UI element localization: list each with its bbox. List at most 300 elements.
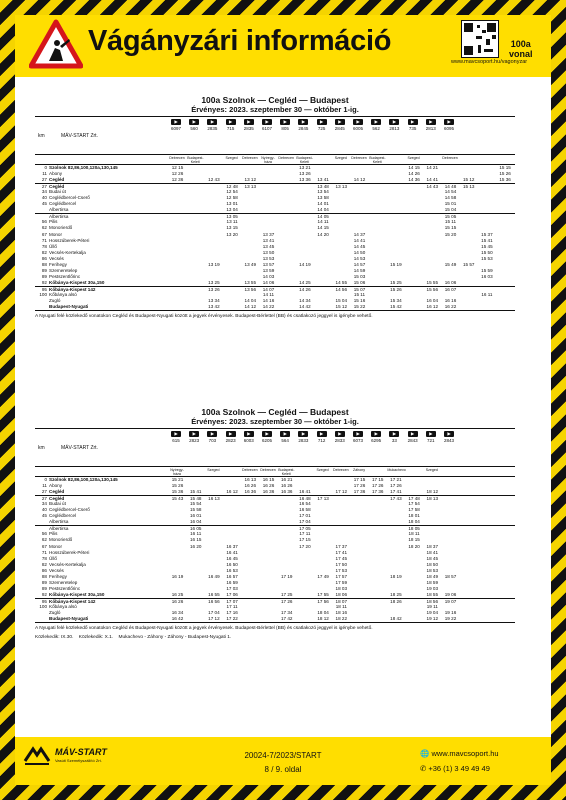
station-name: Kőbánya alsó xyxy=(49,291,77,297)
departure-time: 13 48 xyxy=(317,184,329,190)
train-origin: Debrecen xyxy=(333,468,349,472)
departure-time: 16 25 xyxy=(171,591,184,597)
train-number: 735 xyxy=(408,126,417,131)
departure-time: 18 20 xyxy=(408,543,420,549)
train-number: 712 xyxy=(317,438,326,443)
departure-time: 18 03 xyxy=(335,585,348,591)
train-type-icon: ▶ xyxy=(444,431,454,437)
station-km: 71 xyxy=(41,549,47,555)
train-origin: Budapest-Keleti xyxy=(278,468,295,476)
train-number: 560 xyxy=(190,126,198,131)
website-link[interactable]: 🌐 www.mavcsoport.hu xyxy=(420,749,499,758)
train-column xyxy=(242,431,256,443)
train-number: 2835 xyxy=(207,126,218,131)
station-row xyxy=(35,616,515,622)
departure-time: 16 36 xyxy=(280,489,293,495)
departure-time: 12 36 xyxy=(171,177,184,183)
departure-time: 15 21 xyxy=(171,477,184,482)
departure-time: 15 12 xyxy=(335,304,348,310)
timetable-validity: Érvényes: 2023. szeptember 30 — október 1-ig. xyxy=(191,105,359,114)
departure-time: 14 26 xyxy=(299,286,311,292)
train-type-icon: ▶ xyxy=(444,119,454,125)
departure-time: 16 26 xyxy=(244,483,257,489)
departure-time: 13 56 xyxy=(244,286,257,292)
departure-time: 18 56 xyxy=(426,598,439,604)
train-column xyxy=(369,431,383,443)
departure-time: 14 36 xyxy=(408,177,420,183)
qr-url: www.mavcsoport.hu/vagonyzar xyxy=(451,59,528,65)
train-column xyxy=(315,119,329,131)
train-origin: Debrecen xyxy=(242,468,258,472)
departure-time: 14 34 xyxy=(299,298,311,304)
departure-time: 16 45 xyxy=(226,555,238,561)
train-origin: Szeged xyxy=(407,156,420,160)
station-name: Abony xyxy=(49,171,63,177)
departure-time: 17 04 xyxy=(208,610,220,616)
train-number: 2845 xyxy=(334,126,345,131)
departure-time: 16 21 xyxy=(280,477,293,482)
departure-time: 14 16 xyxy=(262,298,275,304)
departure-time: 17 19 xyxy=(280,573,293,579)
train-number: 721 xyxy=(427,438,435,443)
departure-time: 13 37 xyxy=(262,231,275,237)
departure-time: 12 54 xyxy=(226,189,238,195)
train-column xyxy=(187,431,201,443)
departure-time: 18 59 xyxy=(426,579,439,585)
departure-time: 16 41 xyxy=(299,489,311,495)
timetable-title: 100a Szolnok — Cegléd — Budapest xyxy=(201,95,349,105)
departure-time: 13 12 xyxy=(244,177,257,183)
departure-time: 18 06 xyxy=(335,591,348,597)
timetable-note xyxy=(35,634,515,641)
station-name: Ferihegy xyxy=(49,261,67,267)
train-number: 2823 xyxy=(189,438,200,443)
operator-label: MÁV-START Zrt. xyxy=(61,445,98,451)
departure-time: 16 49 xyxy=(208,573,220,579)
departure-time: 14 54 xyxy=(444,189,457,195)
departure-time: 13 01 xyxy=(226,201,238,207)
departure-time: 14 12 xyxy=(353,177,366,183)
departure-time: 15 04 xyxy=(335,298,348,304)
train-column xyxy=(205,119,219,131)
departure-time: 13 41 xyxy=(317,177,329,183)
departure-time: 15 36 xyxy=(171,489,184,495)
departure-time: 17 36 xyxy=(353,489,366,495)
train-type-icon: ▶ xyxy=(262,431,272,437)
station-name: Budapest-Nyugati xyxy=(49,616,89,622)
timetable-2 xyxy=(35,407,515,641)
departure-time: 13 57 xyxy=(262,261,275,267)
timetable-body xyxy=(35,477,515,622)
departure-time: 17 04 xyxy=(299,519,311,525)
departure-time: 17 01 xyxy=(299,513,311,519)
departure-time: 15 26 xyxy=(499,171,511,177)
train-column xyxy=(260,431,274,443)
station-name: Monorierdő xyxy=(49,537,73,543)
departure-time: 17 45 xyxy=(335,555,348,561)
departure-time: 15 48 xyxy=(189,496,202,502)
departure-time: 16 04 xyxy=(189,519,202,525)
timetable-1 xyxy=(35,95,515,320)
departure-time: 18 42 xyxy=(390,616,402,622)
train-type-icon: ▶ xyxy=(189,431,199,437)
train-type-icon: ▶ xyxy=(171,119,181,125)
departure-time: 18 04 xyxy=(317,610,329,616)
departure-time: 17 11 xyxy=(226,603,238,609)
departure-time: 18 57 xyxy=(444,573,457,579)
departure-time: 12 58 xyxy=(226,195,238,201)
departure-time: 15 25 xyxy=(390,279,402,285)
train-type-icon: ▶ xyxy=(317,119,327,125)
station-name: Szolnok 82,86,100,120a,130,145 xyxy=(49,165,118,170)
train-number: 2845 xyxy=(298,126,309,131)
departure-time: 16 57 xyxy=(226,573,238,579)
station-name: Szolnok 82,86,100,120a,130,145 xyxy=(49,477,118,482)
departure-time: 18 19 xyxy=(390,573,402,579)
station-name: Vecsés xyxy=(49,567,64,573)
departure-time: 15 49 xyxy=(444,261,457,267)
departure-time: 14 25 xyxy=(299,279,311,285)
departure-time: 17 34 xyxy=(280,610,293,616)
train-number: 6073 xyxy=(352,438,363,443)
train-number: 33 xyxy=(391,438,397,443)
departure-time: 16 42 xyxy=(171,616,184,622)
train-type-icon: ▶ xyxy=(226,119,236,125)
station-km: 40 xyxy=(41,195,47,201)
train-column xyxy=(387,119,401,131)
departure-time: 15 34 xyxy=(390,298,402,304)
train-origin: Budapest-Keleti xyxy=(187,156,204,164)
departure-time: 17 37 xyxy=(335,543,348,549)
train-type-icon: ▶ xyxy=(226,431,236,437)
train-number: 6005 xyxy=(352,126,363,131)
train-origin: Debrecen xyxy=(260,468,276,472)
departure-time: 19 07 xyxy=(444,598,457,604)
departure-time: 14 59 xyxy=(353,267,366,273)
train-origin: Debrecen xyxy=(242,156,258,160)
train-number: 6003 xyxy=(243,438,254,443)
station-name: Budai út xyxy=(49,501,66,507)
departure-time: 13 41 xyxy=(262,237,275,243)
departure-time: 16 48 xyxy=(299,496,311,502)
train-column xyxy=(369,119,383,131)
station-km: 89 xyxy=(41,273,47,279)
departure-time: 16 01 xyxy=(189,513,202,519)
departure-time: 15 42 xyxy=(390,304,402,310)
departure-time: 14 55 xyxy=(335,279,348,285)
departure-time: 13 34 xyxy=(208,298,220,304)
departure-time: 17 03 xyxy=(226,585,238,591)
departure-time: 19 22 xyxy=(444,616,457,622)
operator-label: MÁV-START Zrt. xyxy=(61,133,98,139)
train-column xyxy=(424,119,438,131)
origin-row xyxy=(35,467,515,477)
train-number: 6095 xyxy=(443,126,454,131)
warning-roadworks-icon xyxy=(29,19,83,69)
departure-time: 19 11 xyxy=(426,603,438,609)
departure-time: 16 03 xyxy=(481,273,493,279)
departure-time: 18 11 xyxy=(335,603,347,609)
departure-time: 15 22 xyxy=(353,304,366,310)
departure-time: 16 20 xyxy=(189,543,202,549)
departure-time: 18 12 xyxy=(317,616,329,622)
departure-time: 16 36 xyxy=(244,489,257,495)
phone-link[interactable]: ✆ +36 (1) 3 49 49 49 xyxy=(420,764,490,773)
departure-time: 15 55 xyxy=(426,279,439,285)
departure-time: 14 21 xyxy=(426,165,439,170)
station-name: Pilis xyxy=(49,531,58,537)
departure-time: 13 55 xyxy=(244,279,257,285)
departure-time: 16 16 xyxy=(444,298,457,304)
station-name: Kőbánya-Kispest 30a,150 xyxy=(49,591,105,597)
line-number: 100a xyxy=(510,39,531,49)
departure-time: 16 37 xyxy=(226,543,238,549)
station-km: 45 xyxy=(41,201,47,207)
departure-time: 16 11 xyxy=(190,531,202,537)
train-column xyxy=(224,431,238,443)
station-km: 82 xyxy=(41,249,47,255)
departure-time: 18 22 xyxy=(335,616,348,622)
departure-time: 13 49 xyxy=(244,261,257,267)
train-column xyxy=(333,119,347,131)
train-number: 615 xyxy=(172,438,180,443)
departure-time: 12 26 xyxy=(171,171,184,177)
header xyxy=(15,15,551,77)
departure-time: 15 03 xyxy=(353,273,366,279)
station-km: 78 xyxy=(41,555,47,561)
line-word: vonal xyxy=(509,49,533,59)
departure-time: 13 45 xyxy=(262,243,275,249)
station-km: 89 xyxy=(41,267,47,273)
train-type-icon: ▶ xyxy=(371,119,381,125)
note-x1: Közlekedik: X.1. xyxy=(78,635,114,641)
departure-time: 17 54 xyxy=(408,501,420,507)
departure-time: 17 12 xyxy=(335,489,348,495)
station-name: Albertirsa xyxy=(49,526,69,532)
origin-row xyxy=(35,155,515,165)
train-origin: Záhony xyxy=(353,468,365,472)
station-km: 86 xyxy=(41,255,47,261)
departure-time: 14 11 xyxy=(262,291,275,297)
timetable-body xyxy=(35,165,515,310)
station-name: Zugló xyxy=(49,298,61,304)
station-km: 89 xyxy=(41,579,47,585)
station-name: Monor xyxy=(49,231,63,237)
departure-time: 14 53 xyxy=(353,255,366,261)
train-number: 6295 xyxy=(371,438,382,443)
departure-time: 16 11 xyxy=(481,291,493,297)
station-name: Üllő xyxy=(49,555,57,561)
departure-time: 17 20 xyxy=(299,543,311,549)
train-column xyxy=(296,119,310,131)
departure-time: 15 54 xyxy=(189,501,202,507)
departure-time: 17 36 xyxy=(371,489,384,495)
train-column xyxy=(315,431,329,443)
departure-time: 14 22 xyxy=(262,304,275,310)
train-type-icon: ▶ xyxy=(335,431,345,437)
departure-time: 14 41 xyxy=(353,237,366,243)
departure-time: 16 26 xyxy=(280,483,293,489)
station-name: Pestszentlőrinc xyxy=(49,585,81,591)
train-column xyxy=(242,119,256,131)
station-km: 27 xyxy=(41,489,47,495)
station-name: Cegléd xyxy=(49,496,65,502)
departure-time: 17 15 xyxy=(353,477,366,482)
train-number: 564 xyxy=(281,438,289,443)
station-name: Pestszentlőrinc xyxy=(49,273,81,279)
train-column xyxy=(187,119,201,131)
station-name: Zugló xyxy=(49,610,61,616)
train-number: 2833 xyxy=(298,438,309,443)
departure-time: 15 04 xyxy=(444,207,457,213)
departure-time: 14 56 xyxy=(335,286,348,292)
departure-time: 13 05 xyxy=(226,214,238,220)
train-column xyxy=(406,431,420,443)
departure-time: 15 41 xyxy=(481,237,493,243)
train-origin: Debrecen xyxy=(169,156,185,160)
station-km: 95 xyxy=(41,286,47,292)
timetable-grid xyxy=(35,116,515,311)
station-name: Kőbánya alsó xyxy=(49,603,77,609)
departure-time: 17 15 xyxy=(299,537,311,543)
train-type-icon: ▶ xyxy=(207,119,217,125)
station-km: 62 xyxy=(41,537,47,543)
train-type-icon: ▶ xyxy=(244,119,254,125)
departure-time: 15 26 xyxy=(171,483,184,489)
departure-time: 16 13 xyxy=(208,496,220,502)
station-name: Kőbánya-Kispest 142 xyxy=(49,286,96,292)
departure-time: 16 13 xyxy=(244,477,257,482)
departure-time: 15 57 xyxy=(462,261,475,267)
departure-time: 12 15 xyxy=(171,165,184,170)
departure-time: 17 59 xyxy=(335,579,348,585)
train-number: 703 xyxy=(208,438,217,443)
station-name: Budapest-Nyugati xyxy=(49,304,89,310)
departure-time: 17 26 xyxy=(353,483,366,489)
train-origin: Szeged xyxy=(334,156,347,160)
station-name: Ceglédbercel xyxy=(49,201,77,207)
departure-time: 14 05 xyxy=(317,214,329,220)
station-km: 0 xyxy=(44,477,47,482)
train-number: 805 xyxy=(281,126,289,131)
train-origin: Budapest-Keleti xyxy=(296,156,313,164)
station-name: Szemeretelep xyxy=(49,267,78,273)
departure-time: 16 15 xyxy=(189,537,202,543)
departure-time: 15 59 xyxy=(481,267,493,273)
train-number: 2835 xyxy=(243,126,254,131)
departure-time: 15 45 xyxy=(481,243,493,249)
departure-time: 13 13 xyxy=(244,184,257,190)
train-column xyxy=(260,119,274,131)
station-name: Üllő xyxy=(49,243,57,249)
station-name: Budai út xyxy=(49,189,66,195)
departure-time: 15 15 xyxy=(499,165,511,170)
train-type-icon: ▶ xyxy=(262,119,272,125)
train-column xyxy=(333,431,347,443)
train-header-row xyxy=(35,117,515,155)
departure-time: 13 53 xyxy=(262,255,275,261)
station-km: 45 xyxy=(41,513,47,519)
departure-time: 17 55 xyxy=(317,591,329,597)
departure-time: 14 50 xyxy=(353,249,366,255)
station-name: Vecsés-Kertekalja xyxy=(49,561,86,567)
train-number: 715 xyxy=(226,126,235,131)
station-km: 27 xyxy=(41,496,47,502)
departure-time: 14 15 xyxy=(408,165,420,170)
departure-time: 17 58 xyxy=(408,507,420,513)
train-column xyxy=(278,431,292,443)
station-km: 56 xyxy=(41,219,47,225)
departure-time: 16 06 xyxy=(444,279,457,285)
departure-time: 14 45 xyxy=(353,243,366,249)
departure-time: 17 07 xyxy=(226,598,238,604)
train-number: 725 xyxy=(317,126,326,131)
departure-time: 14 11 xyxy=(317,219,329,225)
departure-time: 19 06 xyxy=(444,591,457,597)
station-row xyxy=(35,304,515,310)
train-column xyxy=(387,431,401,443)
train-column xyxy=(442,119,456,131)
station-km: 78 xyxy=(41,243,47,249)
station-name: Vecsés-Kertekalja xyxy=(49,249,86,255)
qr-code-icon xyxy=(461,20,499,58)
train-number: 6097 xyxy=(170,126,181,131)
station-km: 88 xyxy=(41,261,47,267)
departure-time: 17 50 xyxy=(335,561,348,567)
station-km: 11 xyxy=(42,483,47,489)
departure-time: 17 57 xyxy=(335,573,348,579)
train-origin: Nyíregy-háza xyxy=(170,468,184,476)
station-km: 88 xyxy=(41,573,47,579)
departure-time: 16 54 xyxy=(299,501,311,507)
train-type-icon: ▶ xyxy=(408,431,418,437)
departure-time: 13 25 xyxy=(208,279,220,285)
departure-time: 17 41 xyxy=(390,489,402,495)
station-km: 82 xyxy=(41,561,47,567)
train-type-icon: ▶ xyxy=(389,431,399,437)
departure-time: 13 26 xyxy=(208,286,220,292)
departure-time: 15 06 xyxy=(353,279,366,285)
departure-time: 16 15 xyxy=(262,477,275,482)
train-origin: Debrecen xyxy=(351,156,367,160)
train-type-icon: ▶ xyxy=(426,431,436,437)
departure-time: 17 43 xyxy=(390,496,402,502)
departure-time: 12 43 xyxy=(208,177,220,183)
timetable-note: A Nyugati felé közlekedő vonatokon Cegléd és Budapest-Nyugati között a jegyek érvényesek. Budapest-Bérlettel (BB) és csatlakozó jeggyel is igénybe vehető. xyxy=(35,626,373,632)
departure-time: 15 11 xyxy=(444,219,457,225)
station-name: Monor xyxy=(49,543,63,549)
train-column xyxy=(424,431,438,443)
departure-time: 16 26 xyxy=(262,483,275,489)
station-km: 71 xyxy=(41,237,47,243)
departure-time: 18 37 xyxy=(426,543,439,549)
station-km: 34 xyxy=(41,501,47,507)
train-origin: Debrecen xyxy=(442,156,458,160)
departure-time: 13 11 xyxy=(226,219,238,225)
station-km: 0 xyxy=(44,165,47,170)
departure-time: 16 07 xyxy=(444,286,457,292)
departure-time: 17 53 xyxy=(335,567,348,573)
timetable-note: A Nyugati felé közlekedő vonatokon Cegléd és Budapest-Nyugati között a jegyek érvényesek. Budapest-Bérlettel (BB) és csatlakozó jeggyel is igénybe vehető. xyxy=(35,314,373,320)
station-name: Cegléd xyxy=(49,489,65,495)
train-type-icon: ▶ xyxy=(298,431,308,437)
departure-time: 14 04 xyxy=(244,298,257,304)
departure-time: 15 50 xyxy=(481,249,493,255)
departure-time: 14 37 xyxy=(353,231,366,237)
departure-time: 12 48 xyxy=(226,184,238,190)
station-km: 92 xyxy=(41,279,47,285)
train-origin: Nyíregy-háza xyxy=(261,156,275,164)
